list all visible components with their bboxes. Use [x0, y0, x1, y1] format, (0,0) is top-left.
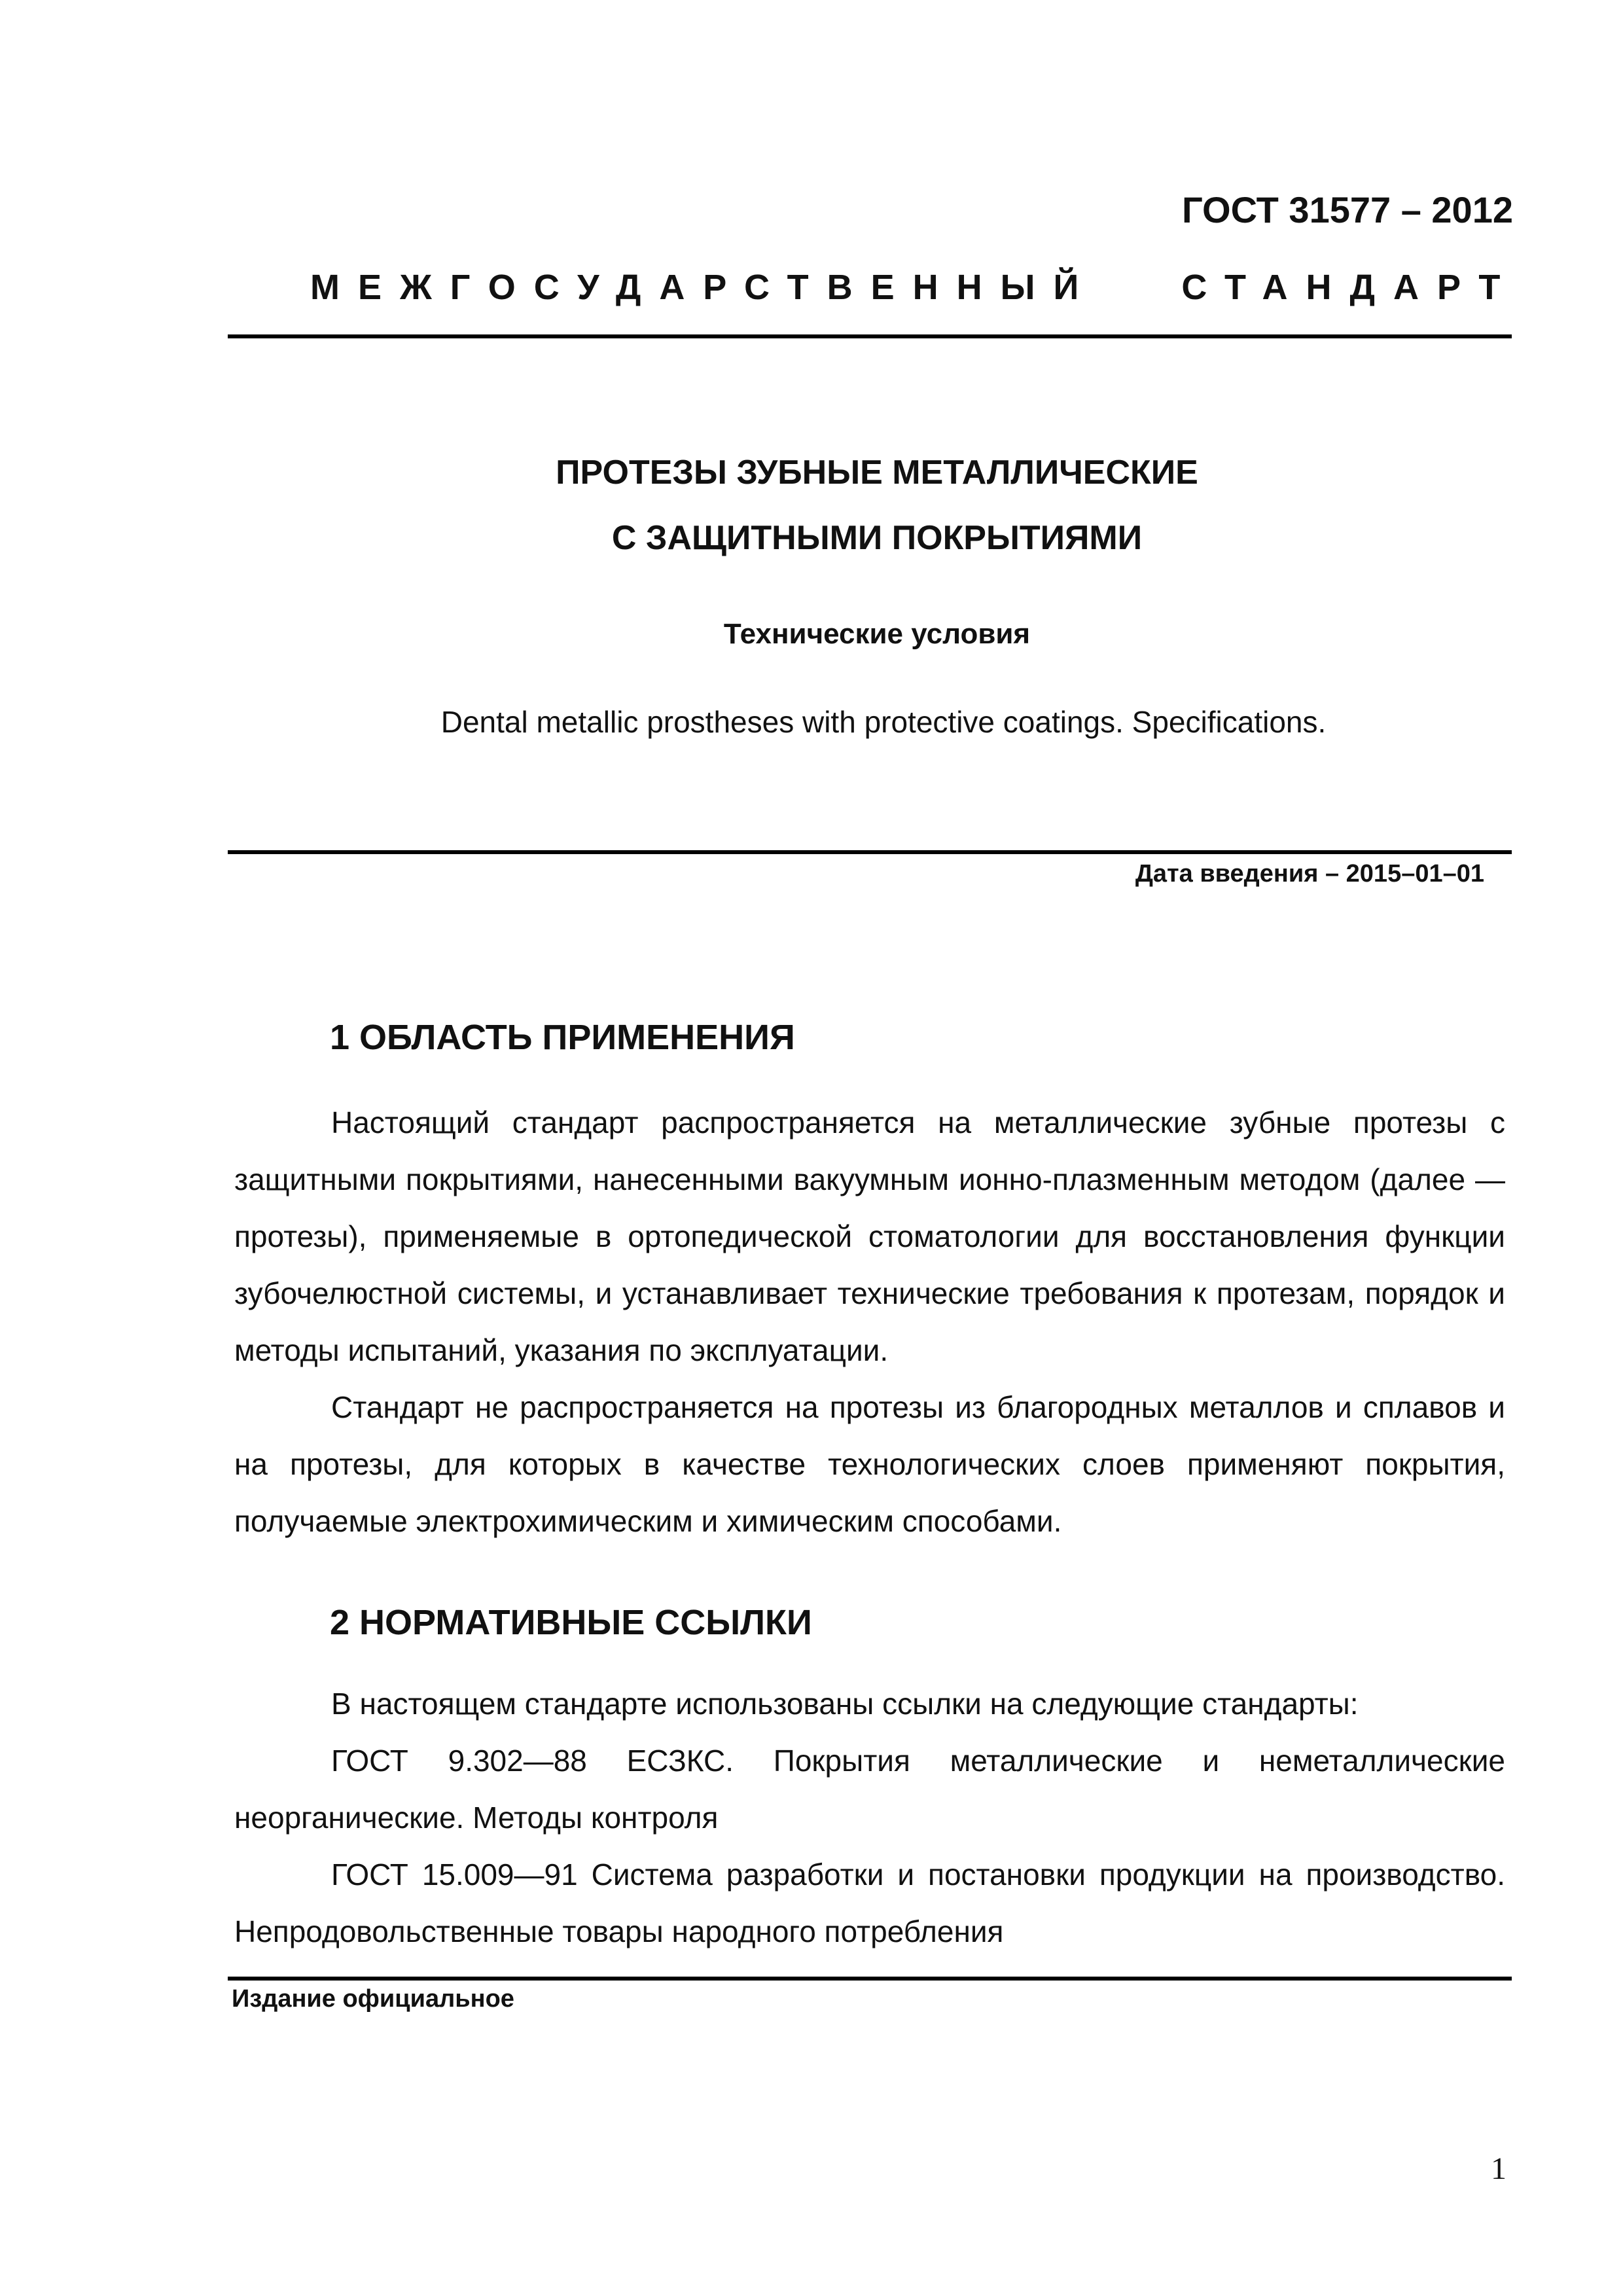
- introduction-date: Дата введения – 2015–01–01: [1135, 860, 1484, 888]
- document-title-line-2: С ЗАЩИТНЫМИ ПОКРЫТИЯМИ: [611, 519, 1143, 557]
- paragraph: Настоящий стандарт распространяется на металлические зубные протезы с защитными покрытиями, нанесенными вакуумным ионно-плазменным методом (далее — протезы), применяемые в ортопедической стоматологии для восстановления функции зубочелюстной системы, и устанавливает технические требования к протезам, порядок и методы испытаний, указания по эксплуатации.: [234, 1105, 1505, 1367]
- paragraph: Стандарт не распространяется на протезы из благородных металлов и сплавов и на протезы, для которых в качестве технологических слоев применяют покрытия, получаемые электрохимическим и химическим способами.: [234, 1390, 1505, 1538]
- page-number: 1: [1491, 2151, 1507, 2186]
- reference-item: ГОСТ 9.302—88 ЕСЗКС. Покрытия металлические и неметаллические неорганические. Методы контроля: [234, 1744, 1505, 1835]
- reference-item: ГОСТ 15.009—91 Система разработки и постановки продукции на производство. Непродовольственные товары народного потребления: [234, 1857, 1505, 1948]
- english-title: Dental metallic prostheses with protective coatings. Specifications.: [440, 705, 1327, 739]
- section-heading-normative-references: 2 НОРМАТИВНЫЕ ССЫЛКИ: [330, 1603, 812, 1642]
- bottom-divider: [228, 1977, 1512, 1981]
- standard-number: ГОСТ 31577 – 2012: [1182, 189, 1513, 230]
- top-divider: [228, 334, 1512, 338]
- section-body-normative-references: [234, 1676, 1505, 1960]
- paragraph: В настоящем стандарте использованы ссылки на следующие стандарты:: [331, 1687, 1359, 1721]
- interstate-standard-label: МЕЖГОСУДАРСТВЕННЫЙ СТАНДАРТ: [310, 268, 1519, 307]
- middle-divider: [228, 850, 1512, 854]
- official-edition-label: Издание официальное: [232, 1985, 514, 2013]
- document-subtitle: Технические условия: [723, 618, 1031, 650]
- document-title-line-1: ПРОТЕЗЫ ЗУБНЫЕ МЕТАЛЛИЧЕСКИЕ: [556, 454, 1198, 492]
- section-heading-scope: 1 ОБЛАСТЬ ПРИМЕНЕНИЯ: [330, 1018, 795, 1057]
- section-body-scope: [234, 1094, 1505, 1550]
